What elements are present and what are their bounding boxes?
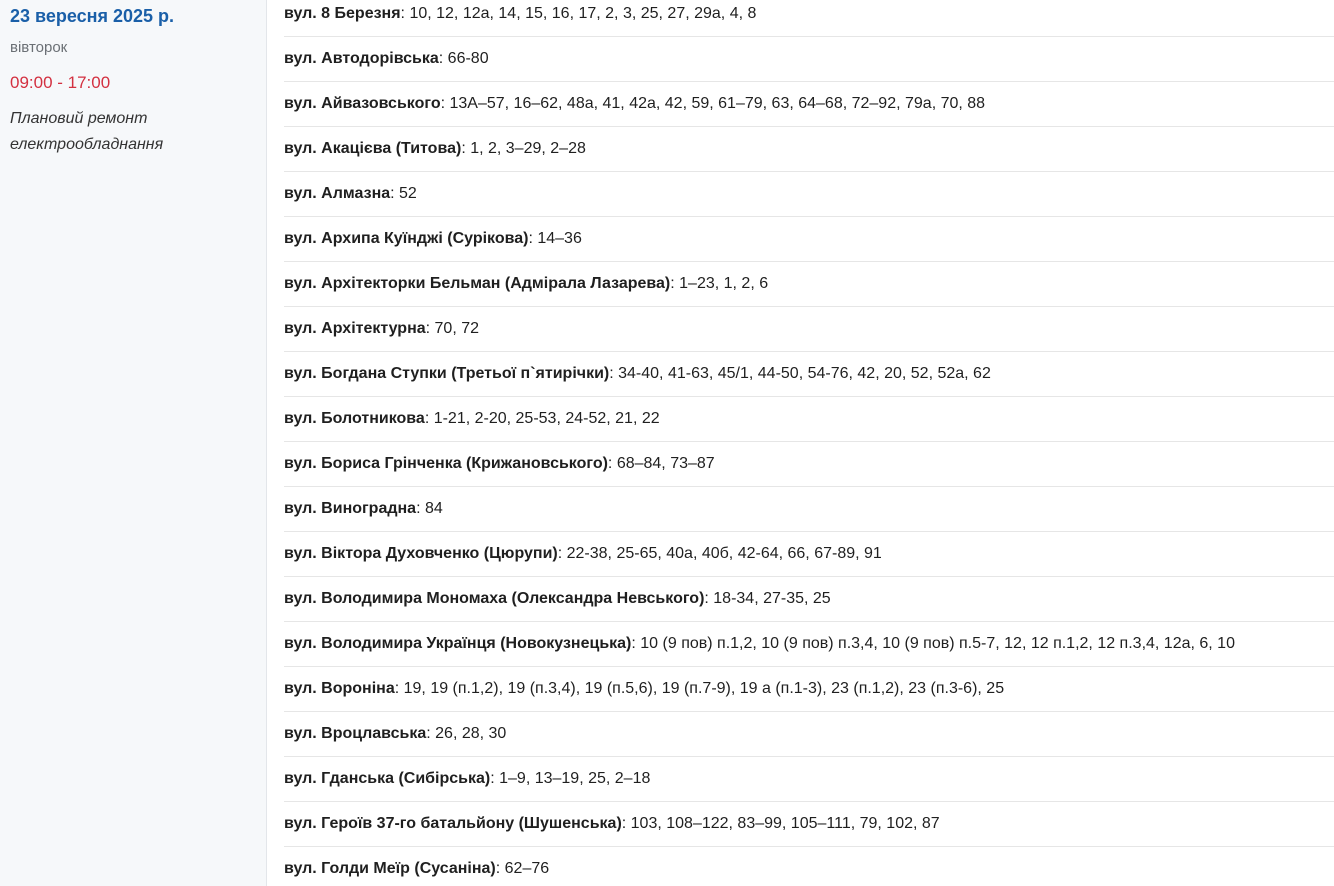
street-name: вул. Автодорівська (284, 50, 439, 67)
street-name: вул. Алмазна (284, 185, 391, 202)
house-numbers: : 18-34, 27-35, 25 (704, 590, 831, 607)
street-name: вул. Виноградна (284, 500, 417, 517)
list-item (284, 307, 1334, 352)
list-item (284, 172, 1334, 217)
list-item (284, 802, 1334, 847)
list-item (284, 622, 1334, 667)
street-name: вул. Архипа Куїнджі (Сурікова) (284, 230, 529, 247)
street-name: вул. Бориса Грінченка (Крижановського) (284, 455, 608, 472)
street-name: вул. Володимира Мономаха (Олександра Невського) (284, 590, 705, 607)
list-item (284, 217, 1334, 262)
house-numbers: : 1–23, 1, 2, 6 (670, 275, 769, 292)
house-numbers: : 1–9, 13–19, 25, 2–18 (490, 770, 651, 787)
outage-summary-panel (0, 0, 267, 886)
house-numbers: : 84 (416, 500, 443, 517)
list-item (284, 397, 1334, 442)
street-name: вул. Архітекторки Бельман (Адмірала Лазарева) (284, 275, 671, 292)
street-name: вул. Володимира Українця (Новокузнецька) (284, 635, 632, 652)
list-item (284, 487, 1334, 532)
list-item (284, 847, 1334, 886)
outage-weekday: вівторок (10, 39, 68, 56)
street-list (267, 0, 1334, 886)
house-numbers: : 22-38, 25-65, 40а, 40б, 42-64, 66, 67-89, 91 (557, 545, 882, 562)
house-numbers: : 19, 19 (п.1,2), 19 (п.3,4), 19 (п.5,6), 19 (п.7-9), 19 а (п.1-3), 23 (п.1,2), 23 (п.3-6), 25 (394, 680, 1005, 697)
house-numbers: : 103, 108–122, 83–99, 105–111, 79, 102, 87 (621, 815, 940, 832)
street-name: вул. Гданська (Сибірська) (284, 770, 491, 787)
street-name: вул. Голди Меїр (Сусаніна) (284, 860, 496, 877)
list-item (284, 0, 1334, 37)
street-name: вул. Героїв 37-го батальйону (Шушенська) (284, 815, 622, 832)
house-numbers: : 13А–57, 16–62, 48а, 41, 42а, 42, 59, 61–79, 63, 64–68, 72–92, 79а, 70, 88 (440, 95, 986, 112)
house-numbers: : 14–36 (528, 230, 582, 247)
house-numbers: : 52 (390, 185, 417, 202)
outage-reason: Плановий ремонт електрообладнання (10, 110, 164, 153)
house-numbers: : 10, 12, 12а, 14, 15, 16, 17, 2, 3, 25, 27, 29а, 4, 8 (400, 5, 757, 22)
house-numbers: : 70, 72 (425, 320, 480, 337)
list-item (284, 532, 1334, 577)
street-name: вул. Вроцлавська (284, 725, 427, 742)
outage-time-range: 09:00 - 17:00 (10, 73, 111, 92)
list-item (284, 757, 1334, 802)
house-numbers: : 26, 28, 30 (426, 725, 507, 742)
list-item (284, 262, 1334, 307)
house-numbers: : 34-40, 41-63, 45/1, 44-50, 54-76, 42, 20, 52, 52а, 62 (609, 365, 991, 382)
house-numbers: : 1, 2, 3–29, 2–28 (461, 140, 586, 157)
street-name: вул. Акацієва (Титова) (284, 140, 462, 157)
house-numbers: : 62–76 (495, 860, 550, 877)
list-item (284, 82, 1334, 127)
list-item (284, 442, 1334, 487)
street-name: вул. Вороніна (284, 680, 395, 697)
street-name: вул. Віктора Духовченко (Цюрупи) (284, 545, 558, 562)
house-numbers: : 1-21, 2-20, 25-53, 24-52, 21, 22 (424, 410, 660, 427)
street-name: вул. Архітектурна (284, 320, 426, 337)
outage-date: 23 вересня 2025 р. (10, 6, 175, 26)
street-name: вул. Болотникова (284, 410, 425, 427)
street-name: вул. Айвазовського (284, 95, 441, 112)
house-numbers: : 66-80 (438, 50, 489, 67)
list-item (284, 712, 1334, 757)
list-item (284, 577, 1334, 622)
list-item (284, 127, 1334, 172)
street-name: вул. Богдана Ступки (Третьої п`ятирічки) (284, 365, 610, 382)
list-item (284, 667, 1334, 712)
list-item (284, 37, 1334, 82)
street-name: вул. 8 Березня (284, 5, 401, 22)
house-numbers: : 10 (9 пов) п.1,2, 10 (9 пов) п.3,4, 10 (9 пов) п.5-7, 12, 12 п.1,2, 12 п.3,4, 12а, 6, 10 (631, 635, 1235, 652)
list-item (284, 352, 1334, 397)
house-numbers: : 68–84, 73–87 (607, 455, 715, 472)
